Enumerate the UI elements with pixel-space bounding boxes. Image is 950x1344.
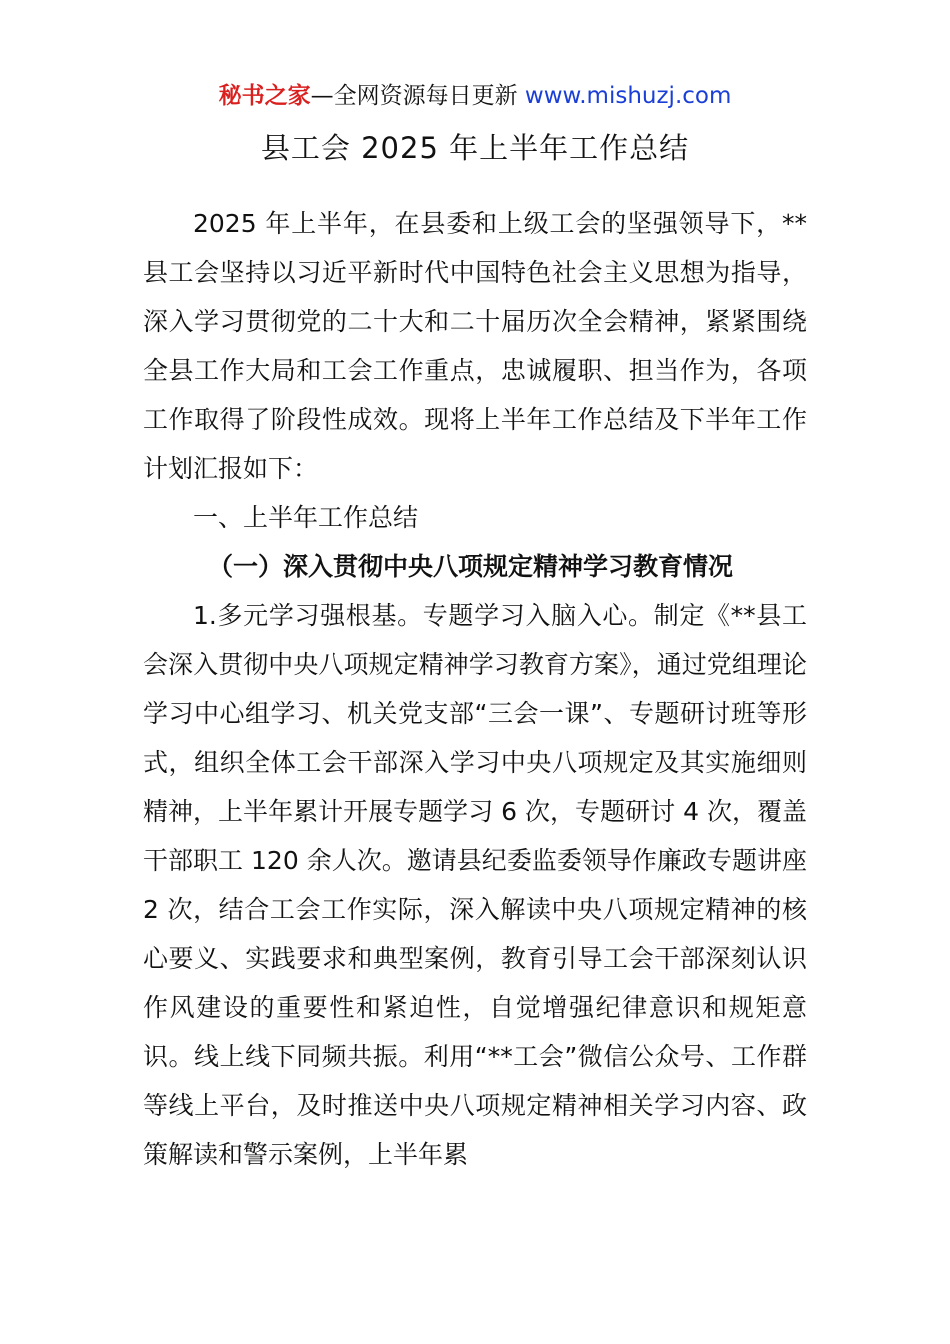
intro-paragraph: 2025 年上半年，在县委和上级工会的坚强领导下，**县工会坚持以习近平新时代中国特色社会主义思想为指导，深入学习贯彻党的二十大和二十届历次全会精神，紧紧围绕全县工作大局和工会工作重点，忠诚履职、担当作为，各项工作取得了阶段性成效。现将上半年工作总结及下半年工作计划汇报如下： <box>143 209 807 483</box>
body-paragraph: 1.多元学习强根基。专题学习入脑入心。制定《**县工会深入贯彻中央八项规定精神学习教育方案》，通过党组理论学习中心组学习、机关党支部“三会一课”、专题研讨班等形式，组织全体工会干部深入学习中央八项规定及其实施细则精神，上半年累计开展专题学习 6 次，专题研讨 4 次，覆盖干部职工 120 余人次。邀请县纪委监委领导作廉政专题讲座 2 次，结合工会工作实际，深入解读中央八项规定精神的核心要义、实践要求和典型案例，教育引导工会干部深刻认识作风建设的重要性和紧迫性，自觉增强纪律意识和规矩意识。线上线下同频共振。利用“**工会”微信公众号、工作群等线上平台，及时推送中央八项规定精神相关学习内容、政策解读和警示案例，上半年累 <box>143 601 807 1169</box>
site-banner <box>0 80 950 112</box>
document-title: 县工会 2025 年上半年工作总结 <box>260 131 690 165</box>
subsection-heading: （一）深入贯彻中央八项规定精神学习教育情况 <box>208 552 734 581</box>
brand-name: 秘书之家 <box>218 83 311 109</box>
banner-slogan: —全网资源每日更新 <box>310 83 525 109</box>
section-heading: 一、上半年工作总结 <box>193 503 419 532</box>
document-body <box>143 199 807 1179</box>
site-url-link[interactable]: www.mishuzj.com <box>524 83 732 109</box>
